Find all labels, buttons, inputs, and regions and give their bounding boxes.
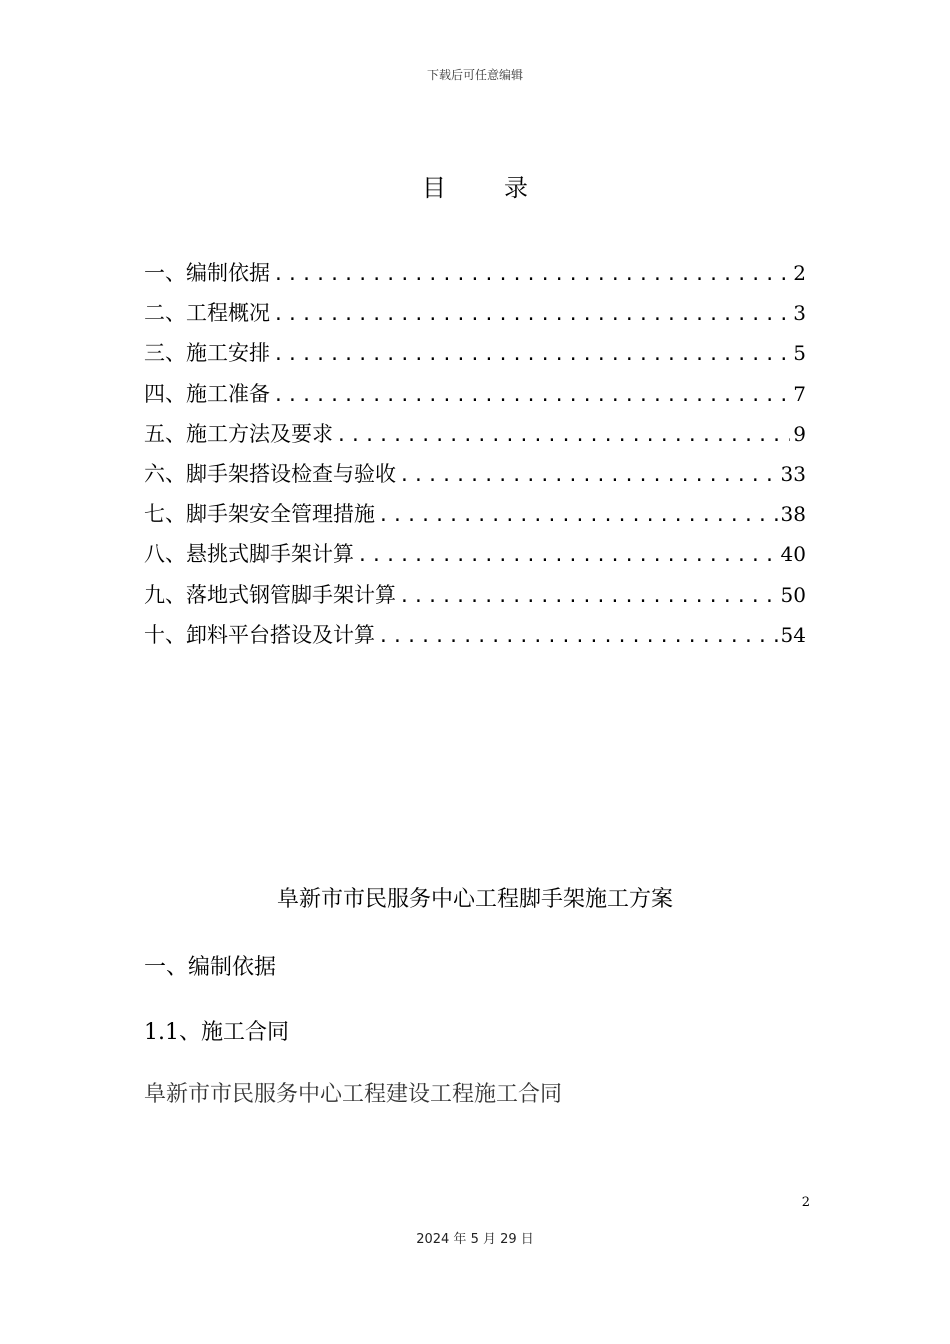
toc-leader-dots bbox=[273, 298, 790, 332]
toc-entry[interactable] bbox=[144, 296, 806, 336]
toc-entry-page: 50 bbox=[780, 582, 806, 607]
toc-leader-dots bbox=[273, 379, 790, 413]
toc-title-left: 目 bbox=[422, 174, 446, 202]
toc-entry-page: 40 bbox=[780, 542, 806, 567]
toc-entry-label: 二、工程概况 bbox=[144, 301, 270, 326]
toc-entry[interactable] bbox=[144, 578, 806, 618]
toc-entry[interactable] bbox=[144, 417, 806, 457]
toc-entry[interactable] bbox=[144, 336, 806, 376]
body-paragraph: 阜新市市民服务中心工程建设工程施工合同 bbox=[144, 1082, 563, 1107]
toc-entry-label: 十、卸料平台搭设及计算 bbox=[144, 622, 375, 647]
toc-leader-dots bbox=[378, 620, 778, 654]
toc-entry-label: 九、落地式钢管脚手架计算 bbox=[144, 582, 396, 607]
header-note: 下载后可任意编辑 bbox=[426, 68, 523, 82]
toc-entry-page: 5 bbox=[793, 341, 806, 366]
subsection-heading bbox=[144, 1015, 289, 1046]
toc-leader-dots bbox=[336, 419, 790, 453]
toc-entry-page: 9 bbox=[793, 421, 806, 446]
toc-leader-dots bbox=[357, 539, 778, 573]
toc-entry[interactable] bbox=[144, 377, 806, 417]
toc-entry-page: 3 bbox=[793, 301, 806, 326]
toc-entry-page: 38 bbox=[780, 502, 806, 527]
toc-entry-label: 八、悬挑式脚手架计算 bbox=[144, 542, 354, 567]
toc-entry-label: 七、脚手架安全管理措施 bbox=[144, 502, 375, 527]
document-title: 阜新市市民服务中心工程脚手架施工方案 bbox=[276, 887, 673, 912]
section-heading: 一、编制依据 bbox=[144, 955, 277, 980]
toc-entry[interactable] bbox=[144, 457, 806, 497]
toc-leader-dots bbox=[399, 459, 778, 493]
toc-entry-label: 五、施工方法及要求 bbox=[144, 421, 333, 446]
toc-entry-page: 7 bbox=[793, 381, 806, 406]
toc-leader-dots bbox=[273, 338, 790, 372]
toc-entry-label: 一、编制依据 bbox=[144, 261, 270, 285]
toc-entry[interactable] bbox=[144, 618, 806, 658]
toc-entry-page: 33 bbox=[780, 461, 806, 486]
toc-entry-label: 三、施工安排 bbox=[144, 341, 270, 366]
subsection-title: 施工合同 bbox=[201, 1020, 290, 1045]
toc-leader-dots bbox=[399, 580, 778, 614]
toc-entry-label: 四、施工准备 bbox=[144, 381, 270, 406]
toc-entry[interactable] bbox=[144, 256, 806, 296]
footer-date: 2024 年 5 月 29 日 bbox=[416, 1232, 534, 1247]
toc-entry[interactable] bbox=[144, 497, 806, 537]
table-of-contents bbox=[144, 256, 806, 658]
toc-leader-dots bbox=[378, 499, 778, 533]
page-number: 2 bbox=[801, 1195, 810, 1210]
toc-title-right: 录 bbox=[504, 174, 528, 202]
toc-title bbox=[0, 168, 950, 203]
toc-entry-page: 2 bbox=[793, 261, 806, 285]
toc-entry-label: 六、脚手架搭设检查与验收 bbox=[144, 461, 396, 486]
subsection-number: 1.1、 bbox=[144, 1020, 201, 1045]
toc-entry-page: 54 bbox=[780, 622, 806, 647]
toc-entry[interactable] bbox=[144, 537, 806, 577]
toc-leader-dots bbox=[273, 258, 790, 292]
